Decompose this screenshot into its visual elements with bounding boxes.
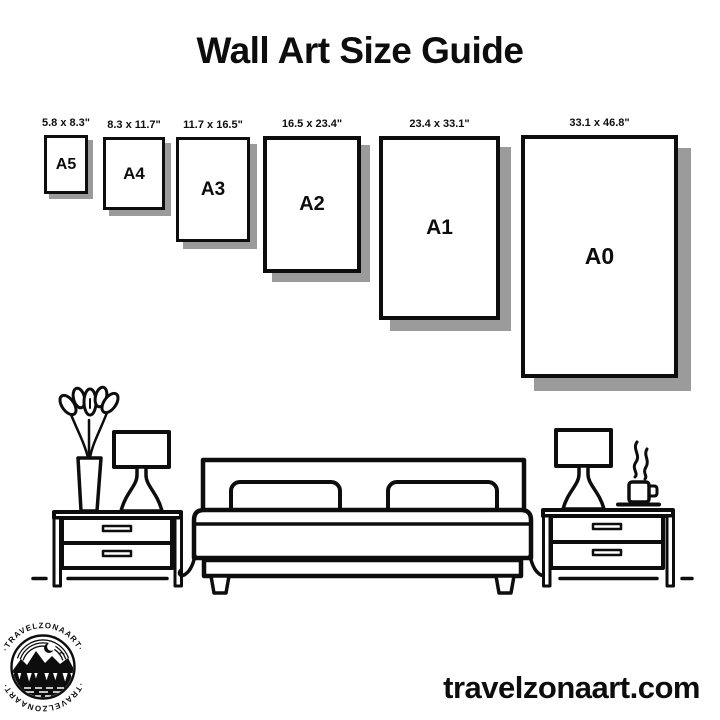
frame-letter: A2 xyxy=(299,193,325,215)
bed-leg xyxy=(496,576,514,593)
bed-base xyxy=(204,560,521,576)
frame-dimension-label: 16.5 x 23.4" xyxy=(281,118,343,130)
frame-dimension-label: 5.8 x 8.3" xyxy=(41,117,91,129)
drawer-handle xyxy=(103,551,131,556)
brand-logo xyxy=(0,607,103,720)
drawer-handle xyxy=(593,550,621,555)
size-frame-a5 xyxy=(41,117,91,194)
frame-letter: A0 xyxy=(584,243,615,269)
frame-letter: A1 xyxy=(426,216,453,239)
size-frame-a2 xyxy=(263,118,361,273)
size-frame-a1 xyxy=(379,118,500,320)
coffee-cup-icon xyxy=(618,442,659,505)
steam-icon xyxy=(645,449,648,479)
frame-dimension-label: 8.3 x 11.7" xyxy=(107,119,161,131)
bed-leg xyxy=(211,576,229,593)
frame-letter: A5 xyxy=(55,155,77,173)
size-frame-a0 xyxy=(521,117,678,378)
frame-dimension-label: 33.1 x 46.8" xyxy=(569,117,630,129)
double-bed-icon xyxy=(180,460,546,593)
table-lamp-icon xyxy=(556,430,611,509)
paper-a4 xyxy=(103,137,165,210)
logo-brand-text-top: ·TRAVELZONAART· xyxy=(0,621,86,653)
frame-letter: A4 xyxy=(123,163,145,183)
frame-letter: A3 xyxy=(200,178,226,200)
steam-icon xyxy=(634,442,637,477)
drawer-handle xyxy=(103,526,131,531)
table-lamp-icon xyxy=(114,432,169,511)
paper-a0 xyxy=(521,135,678,378)
drawer-handle xyxy=(593,524,621,529)
size-frame-a4 xyxy=(103,119,165,210)
nightstand-icon xyxy=(543,510,674,586)
page-title: Wall Art Size Guide xyxy=(196,30,524,71)
website-url: travelzonaart.com xyxy=(443,670,700,705)
potted-plant-icon xyxy=(57,386,121,511)
nightstand-icon xyxy=(54,512,182,586)
frame-dimension-label: 23.4 x 33.1" xyxy=(409,118,470,130)
paper-a3 xyxy=(176,137,250,242)
paper-a2 xyxy=(263,136,361,273)
logo-brand-text-bottom: ·TRAVELZONAART· xyxy=(0,681,86,713)
blanket xyxy=(194,510,531,558)
paper-a5 xyxy=(44,135,88,194)
size-frame-a3 xyxy=(176,119,250,242)
bedroom-illustration xyxy=(0,372,720,604)
frame-dimension-label: 11.7 x 16.5" xyxy=(183,119,243,131)
paper-a1 xyxy=(379,136,500,320)
